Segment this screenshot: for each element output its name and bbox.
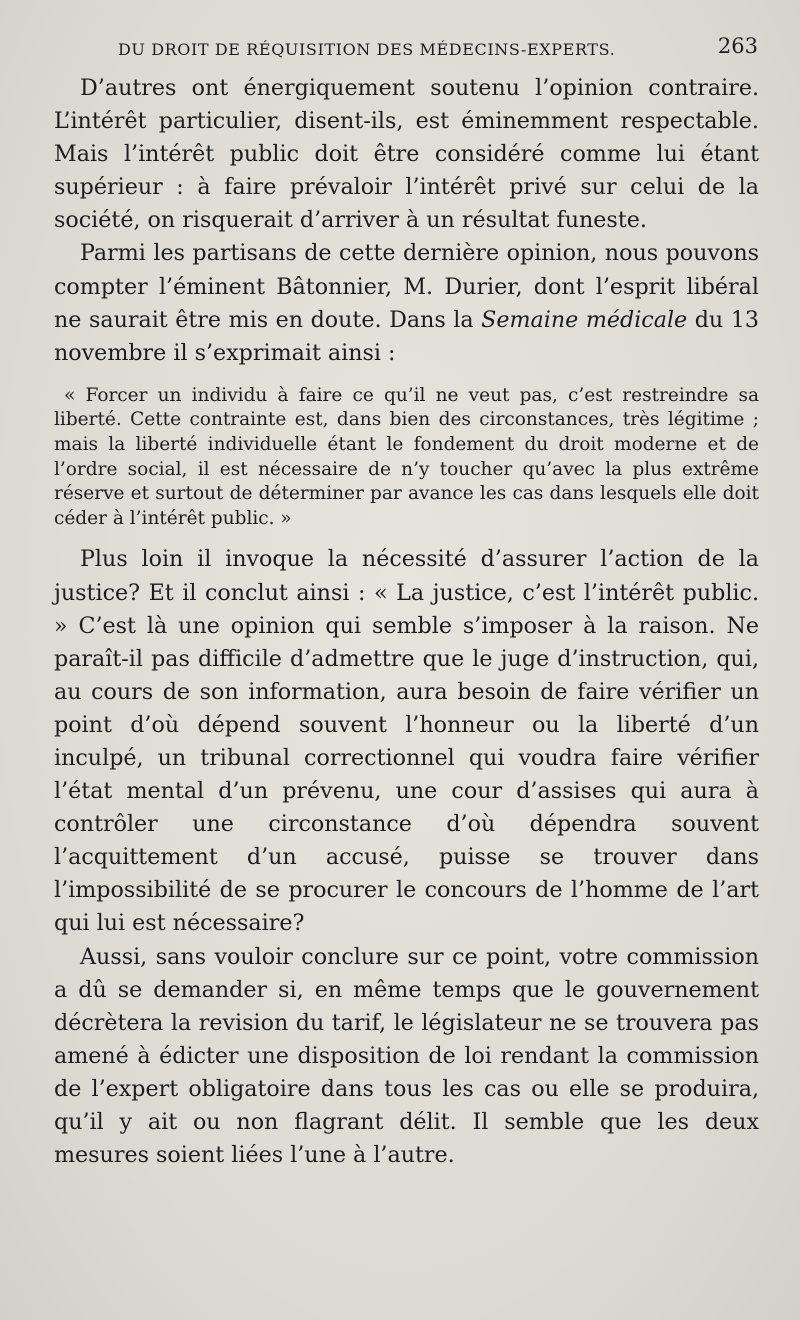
paragraph-2-text-after: du 13 novembre il s’exprimait ainsi : <box>54 306 759 366</box>
running-title: DU DROIT DE RÉQUISITION DES MÉDECINS-EXPERTS. <box>118 40 616 59</box>
running-header <box>118 34 758 64</box>
paragraph-2-text-before: Parmi les partisans de cette dernière opinion, nous pouvons compter l’éminent Bâtonnier, M. Durier, dont l’esprit libéral ne saurait être mis en doute. Dans la <box>54 240 759 333</box>
block-quote: « Forcer un individu à faire ce qu’il ne veut pas, c’est restreindre sa liberté. Cette contrainte est, dans bien des circonstances, très légitime ; mais la liberté individuelle étant le fondement du droit moderne et de l’ordre social, il est nécessaire de n’y toucher qu’avec la plus extrême réserve et surtout de déterminer par avance les cas dans lesquels elle doit céder à l’intérêt public. » <box>54 384 759 529</box>
page-body <box>54 72 759 1172</box>
paragraph-3: Plus loin il invoque la nécessité d’assurer l’action de la justice? Et il conclut ainsi : « La justice, c’est l’intérêt public. » C’est là une opinion qui semble s’imposer à la raison. Ne paraît-il pas difficile d’admettre que le juge d’instruction, qui, au cours de son information, aura besoin de faire vérifier un point d’où dépend souvent l’honneur ou la liberté d’un inculpé, un tribunal correctionnel qui voudra faire vérifier l’état mental d’un prévenu, une cour d’assises qui aura à contrôler une circonstance d’où dépendra souvent l’acquittement d’un accusé, puisse se trouver dans l’impossibilité de se procurer le concours de l’homme de l’art qui lui est nécessaire? <box>54 546 759 937</box>
journal-title: Semaine médicale <box>481 306 688 333</box>
paragraph-4: Aussi, sans vouloir conclure sur ce point, votre commission a dû se demander si, en même temps que le gouvernement décrètera la revision du tarif, le législateur ne se trouvera pas amené à édicter une disposition de loi rendant la commission de l’expert obligatoire dans tous les cas ou elle se produira, qu’il y ait ou non flagrant délit. Il semble que les deux mesures soient liées l’une à l’autre. <box>54 943 759 1169</box>
paragraph-1: D’autres ont énergiquement soutenu l’opinion contraire. L’intérêt particulier, disent-ils, est éminemment respectable. Mais l’intérêt public doit être considéré comme lui étant supérieur : à faire prévaloir l’intérêt privé sur celui de la société, on risquerait d’arriver à un résultat funeste. <box>54 75 759 234</box>
page-number: 263 <box>717 34 758 58</box>
paragraph-2 <box>54 237 759 369</box>
